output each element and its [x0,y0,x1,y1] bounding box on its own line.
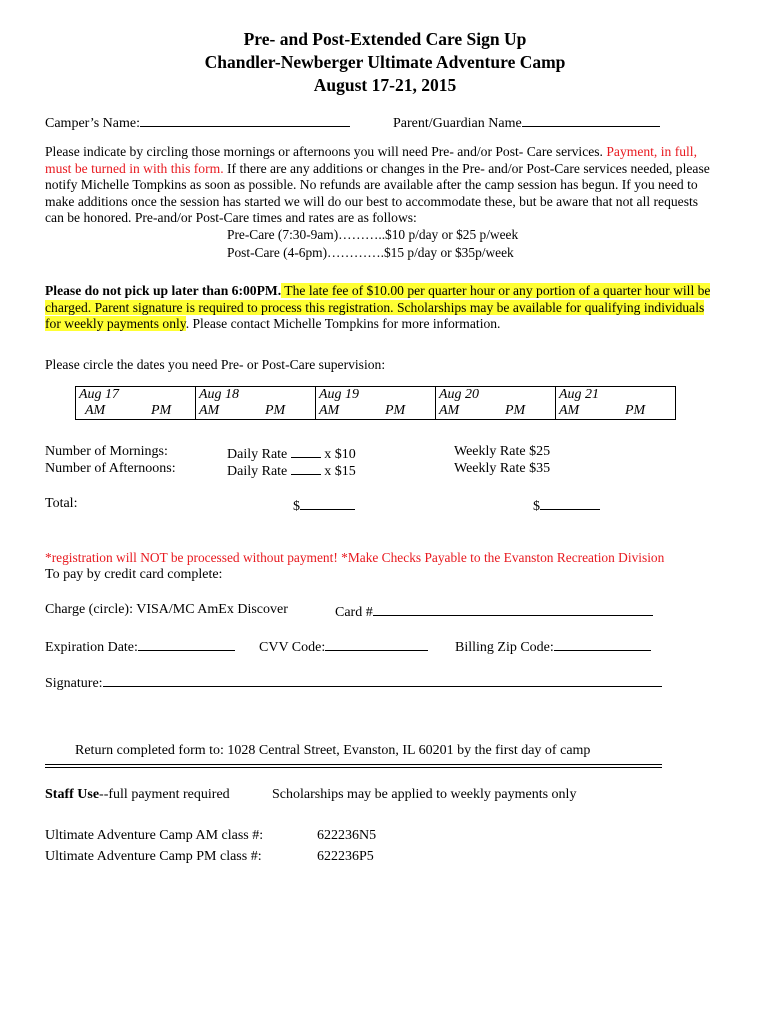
total-label: Total: [45,496,78,511]
cvv-label: CVV Code: [259,640,326,655]
camp-dates: August 17-21, 2015 [313,75,457,95]
dollar-sign: $ [293,499,300,514]
daily-total-field[interactable] [293,496,355,515]
cvv-line[interactable] [325,637,428,651]
daily-rate-afternoons[interactable] [227,461,356,480]
camper-name-label: Camper’s Name: [45,116,140,131]
camp-name: Chandler-Newberger Ultimate Adventure Camp [204,52,566,72]
late-fee-paragraph [45,283,717,333]
signature-line[interactable] [103,673,662,687]
dates-table [75,386,676,420]
camper-name-line[interactable] [140,113,350,127]
late-fee-notice: The late fee of $10.00 per quarter hour or any portion of a quarter hour will be charged. Parent signature is required to process this registration. Scholarships may be available for qualifying individuals for weekly payments only [45,283,711,332]
card-number-field[interactable] [335,602,653,621]
mornings-label: Number of Mornings: [45,444,168,459]
parent-name-field[interactable] [393,113,660,132]
camper-name-field[interactable] [45,113,350,132]
signature-label: Signature: [45,676,103,691]
daily-total-line[interactable] [300,496,355,510]
parent-name-label: Parent/Guardian Name [393,116,522,131]
payment-warning: Payment, in full, must be turned in with this form. [45,144,697,176]
expiration-label: Expiration Date: [45,640,138,655]
staff-use-text: --full payment required [99,787,230,802]
date-label: Aug 19 [319,387,360,402]
date-cell-aug21[interactable] [556,387,676,420]
date-label: Aug 20 [439,387,480,402]
pm-class-label: Ultimate Adventure Camp PM class #: [45,849,262,864]
divider [45,767,662,768]
divider [45,764,662,765]
afternoons-label: Number of Afternoons: [45,461,176,476]
return-instructions: Return completed form to: 1028 Central Street, Evanston, IL 60201 by the first day of camp [75,743,591,758]
pm-option[interactable]: PM [625,403,646,418]
scholarship-note: Scholarships may be applied to weekly payments only [272,787,577,802]
rate-pre-care: Pre-Care (7:30-9am)………..$10 p/day or $25 p/week [227,227,519,242]
am-option[interactable]: AM [85,403,106,418]
daily-rate-pm-price: x $15 [324,464,356,479]
billing-zip-line[interactable] [554,637,651,651]
am-option[interactable]: AM [319,403,340,418]
date-label: Aug 17 [79,387,120,402]
pm-option[interactable]: PM [265,403,286,418]
weekly-rate-pm: Weekly Rate $35 [454,461,551,476]
am-class-code: 622236N5 [317,828,377,843]
date-cell-aug18[interactable] [196,387,316,420]
date-cell-aug20[interactable] [436,387,556,420]
daily-rate-label: Daily Rate [227,447,288,462]
payment-notice: *registration will NOT be processed without payment! *Make Checks Payable to the Evanston Recreation Division [45,550,665,565]
charge-type-options[interactable]: Charge (circle): VISA/MC AmEx Discover [45,602,288,617]
afternoons-count-line[interactable] [291,461,321,475]
dollar-sign: $ [533,499,540,514]
am-option[interactable]: AM [439,403,460,418]
date-cell-aug19[interactable] [316,387,436,420]
circle-dates-prompt: Please circle the dates you need Pre- or Post-Care supervision: [45,357,386,372]
instructions-paragraph [45,144,717,227]
signature-field[interactable] [45,673,662,692]
billing-zip-field[interactable] [455,637,651,656]
weekly-rate-am: Weekly Rate $25 [454,444,551,459]
am-option[interactable]: AM [559,403,580,418]
pm-option[interactable]: PM [505,403,526,418]
pm-class-code: 622236P5 [317,849,374,864]
staff-use-label: Staff Use [45,787,100,802]
contact-note: . Please contact Michelle Tompkins for more information. [185,316,501,332]
expiration-field[interactable] [45,637,235,656]
am-class-label: Ultimate Adventure Camp AM class #: [45,828,264,843]
card-number-label: Card # [335,605,373,620]
date-label: Aug 21 [559,387,600,402]
instructions-text: Please indicate by circling those mornings or afternoons you will need Pre- and/or Post- Care services. [45,144,607,159]
card-number-line[interactable] [373,602,653,616]
billing-zip-label: Billing Zip Code: [455,640,554,655]
instructions-text-cont: If there are any additions or changes in the Pre- and/or Post-Care services needed, please notify Michelle Tompkins as soon as possible. No refunds are available after the camp session has begun. If you need to make additions once the session has started we will do our best to accommodate these, but be aware that not all requests can be honored. Pre-and/or Post-Care times and rates are as follows: [45,160,710,226]
am-option[interactable]: AM [199,403,220,418]
daily-rate-label: Daily Rate [227,464,288,479]
weekly-total-field[interactable] [533,496,600,515]
pm-option[interactable]: PM [385,403,406,418]
rate-post-care: Post-Care (4-6pm)………….$15 p/day or $35p/week [227,245,514,260]
date-label: Aug 18 [199,387,240,402]
pickup-deadline: Please do not pick up later than 6:00PM. [45,283,282,298]
staff-use-note [45,787,230,803]
pm-option[interactable]: PM [151,403,172,418]
date-cell-aug17[interactable] [76,387,196,420]
expiration-line[interactable] [138,637,235,651]
cvv-field[interactable] [259,637,428,656]
mornings-count-line[interactable] [291,444,321,458]
parent-name-line[interactable] [522,113,660,127]
form-title: Pre- and Post-Extended Care Sign Up [243,29,527,49]
daily-rate-am-price: x $10 [324,447,356,462]
weekly-total-line[interactable] [540,496,600,510]
credit-card-intro: To pay by credit card complete: [45,567,223,582]
